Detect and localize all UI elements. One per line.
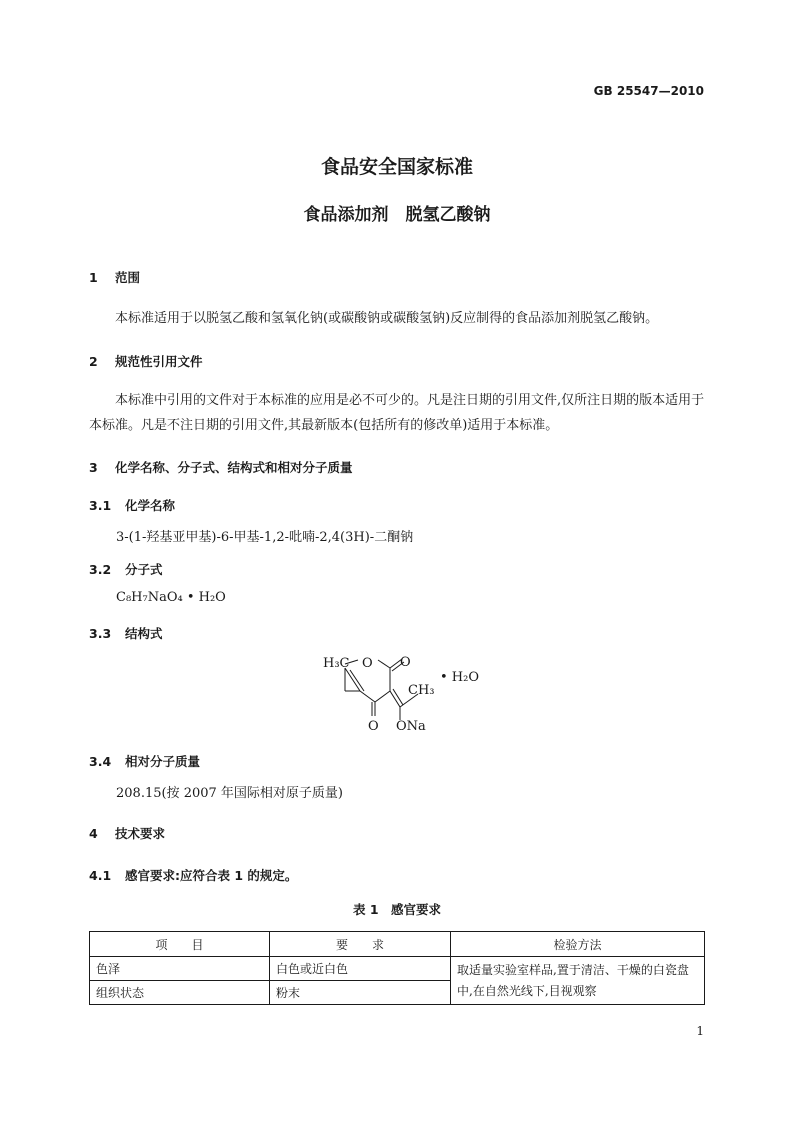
section-heading-3-1 <box>89 496 175 514</box>
section-2-text: 本标准中引用的文件对于本标准的应用是必不可少的。凡是注日期的引用文件,仅所注日期的版本适用于本标准。凡是不注日期的引用文件,其最新版本(包括所有的修改单)适用于本标准。 <box>89 393 705 433</box>
section-title: 分子式 <box>125 562 163 577</box>
section-heading-4 <box>89 824 165 842</box>
structural-formula <box>300 646 500 738</box>
section-number: 2 <box>89 354 98 369</box>
molecular-mass: 208.15(按 2007 年国际相对原子质量) <box>116 786 343 801</box>
methyl-left-label: H₃C <box>323 656 350 671</box>
table-caption: 表 1 感官要求 <box>352 902 442 917</box>
section-heading-3-2 <box>89 560 163 578</box>
table-header-row <box>90 932 705 957</box>
page-number: 1 <box>696 1024 704 1038</box>
standard-code: GB 25547—2010 <box>593 84 704 98</box>
section-number: 4 <box>89 826 98 841</box>
section-number: 1 <box>89 270 98 285</box>
section-title: 化学名称、分子式、结构式和相对分子质量 <box>115 460 353 475</box>
table-row <box>90 957 705 981</box>
section-heading-3-4 <box>89 752 200 770</box>
document-title: 食品安全国家标准 <box>320 156 473 178</box>
methyl-right-label: CH₃ <box>408 683 435 698</box>
sensory-requirements-table <box>89 931 705 1005</box>
section-title: 相对分子质量 <box>125 754 201 769</box>
chemical-name: 3-(1-羟基亚甲基)-6-甲基-1,2-吡喃-2,4(3H)-二酮钠 <box>116 530 414 545</box>
section-title: 化学名称 <box>125 498 176 513</box>
section-heading-3 <box>89 458 353 476</box>
cell-method: 取适量实验室样品,置于清洁、干燥的白瓷盘中,在自然光线下,目视观察 <box>451 957 705 1005</box>
section-number: 3.3 <box>89 626 112 641</box>
cell-item: 组织状态 <box>90 981 270 1005</box>
carbonyl-bottom-label: O <box>368 719 379 734</box>
section-title: 技术要求 <box>115 826 166 841</box>
hydrate-label: • H₂O <box>440 670 480 685</box>
section-heading-2 <box>89 352 203 370</box>
header-method: 检验方法 <box>451 932 705 957</box>
section-number: 3.1 <box>89 498 112 513</box>
cell-requirement: 白色或近白色 <box>270 957 451 981</box>
document-subtitle: 食品添加剂 脱氢乙酸钠 <box>303 205 491 225</box>
section-number: 4.1 <box>89 868 112 883</box>
section-heading-3-3 <box>89 624 163 642</box>
cell-item: 色泽 <box>90 957 270 981</box>
section-title: 规范性引用文件 <box>115 354 203 369</box>
section-title: 结构式 <box>125 626 163 641</box>
carbonyl-top-label: O <box>400 655 411 670</box>
header-item: 项 目 <box>90 932 270 957</box>
molecular-formula: C₈H₇NaO₄ • H₂O <box>116 590 226 605</box>
header-requirement: 要 求 <box>270 932 451 957</box>
section-heading-4-1 <box>89 866 297 884</box>
section-number: 3 <box>89 460 98 475</box>
ring-oxygen-label: O <box>362 656 373 671</box>
sodium-oxide-label: ONa <box>396 719 426 734</box>
cell-requirement: 粉末 <box>270 981 451 1005</box>
section-number: 3.2 <box>89 562 112 577</box>
section-heading-1 <box>89 268 140 286</box>
section-title: 感官要求:应符合表 1 的规定。 <box>125 868 298 883</box>
section-number: 3.4 <box>89 754 112 769</box>
section-1-text: 本标准适用于以脱氢乙酸和氢氧化钠(或碳酸钠或碳酸氢钠)反应制得的食品添加剂脱氢乙酸钠。 <box>115 311 659 326</box>
section-title: 范围 <box>115 270 141 285</box>
